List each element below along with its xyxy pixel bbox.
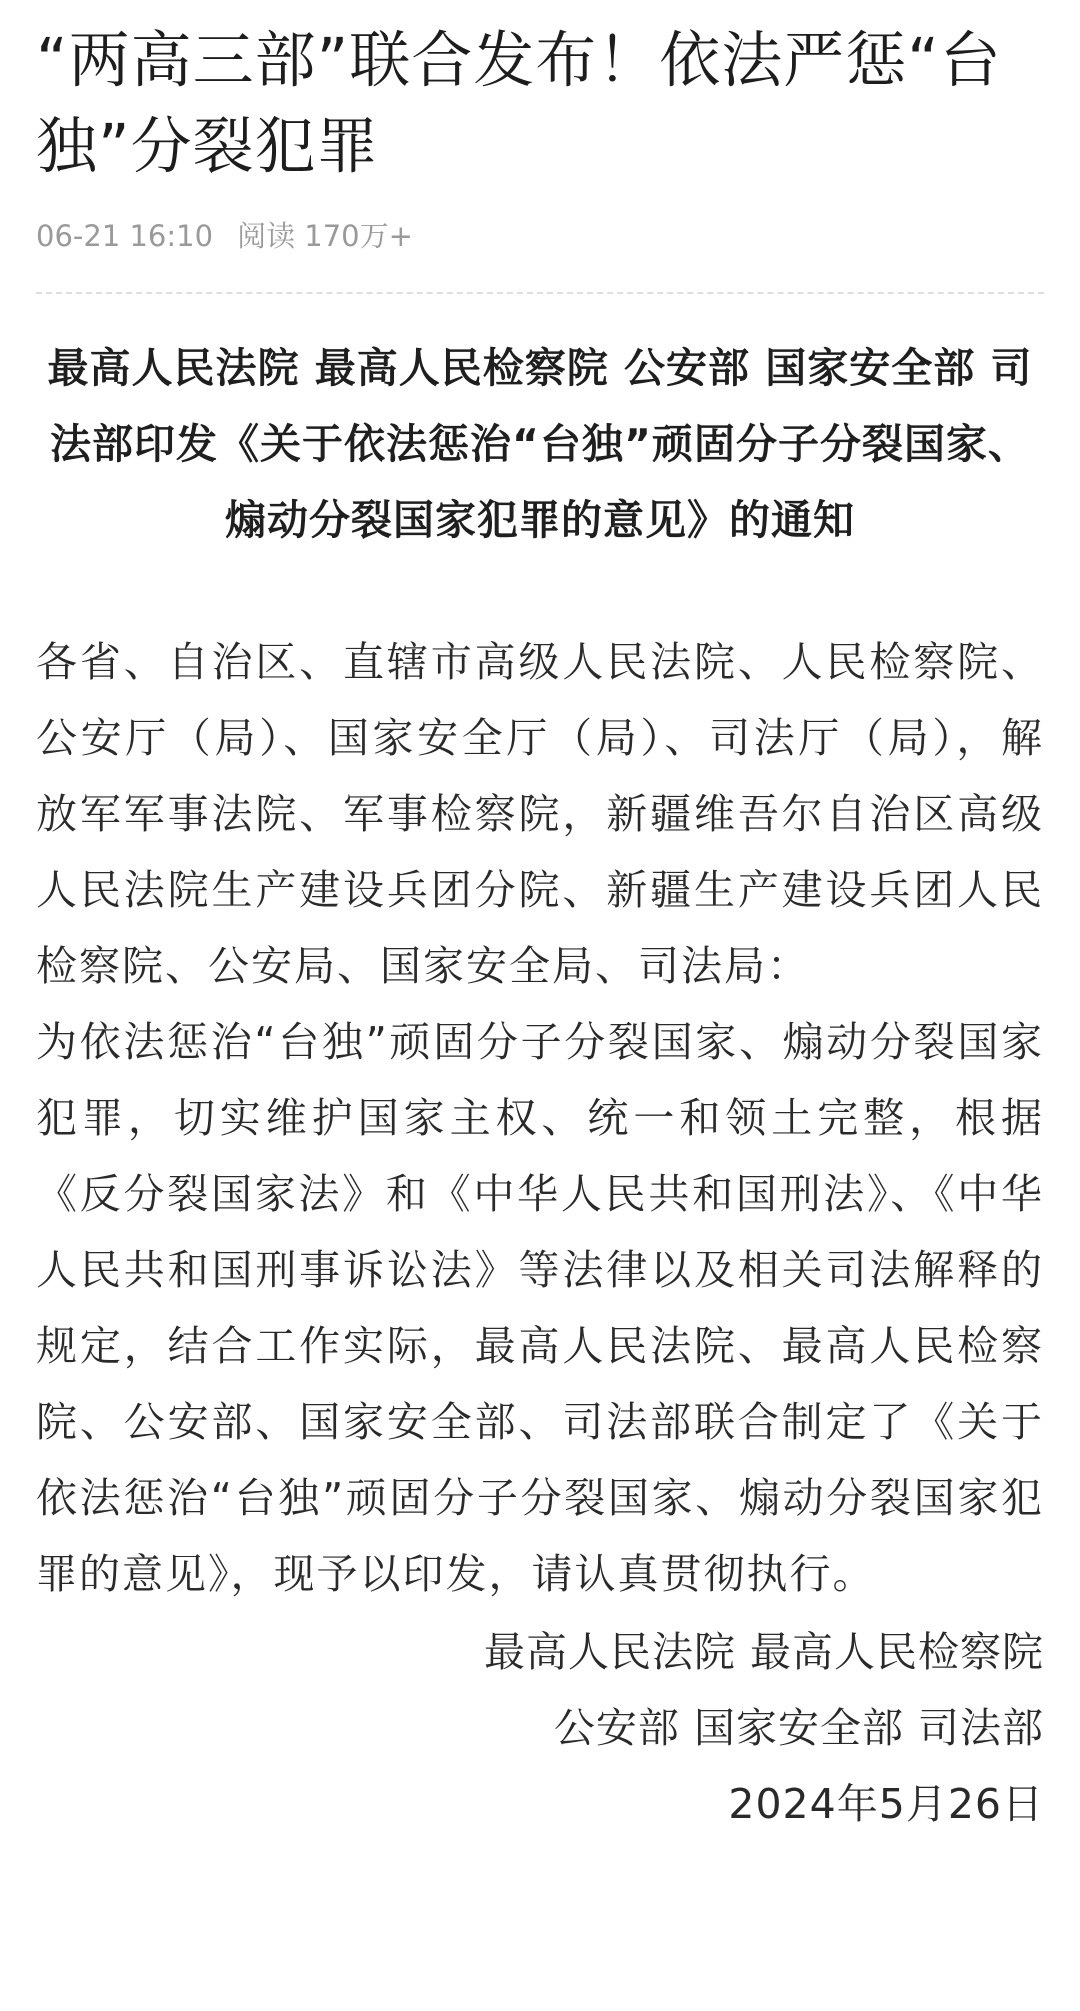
signature-line-1: 最高人民法院 最高人民检察院 (483, 1628, 1044, 1676)
signature-line-2: 公安部 国家安全部 司法部 (553, 1704, 1044, 1752)
document-title: 最高人民法院 最高人民检察院 公安部 国家安全部 司法部印发《关于依法惩治“台独”顽固分子分裂国家、煽动分裂国家犯罪的意见》的通知 (47, 344, 1033, 544)
document-salutation: 各省、自治区、直辖市高级人民法院、人民检察院、公安厅（局）、国家安全厅（局）、司法厅（局），解放军军事法院、军事检察院，新疆维吾尔自治区高级人民法院生产建设兵团分院、新疆生产建设兵团人民检察院、公安局、国家安全局、司法局： (36, 638, 1044, 990)
signature-date: 2024年5月26日 (728, 1780, 1044, 1828)
header-divider (36, 292, 1044, 294)
article-headline: “两高三部”联合发布！依法严惩“台独”分裂犯罪 (36, 25, 1002, 182)
publish-date: 06-21 16:10 (36, 219, 214, 253)
view-count: 阅读 170万+ (237, 219, 413, 253)
document-body (36, 624, 1044, 1612)
document-paragraph: 为依法惩治“台独”顽固分子分裂国家、煽动分裂国家犯罪，切实维护国家主权、统一和领土完整，根据《反分裂国家法》和《中华人民共和国刑法》、《中华人民共和国刑事诉讼法》等法律以及相关司法解释的规定，结合工作实际，最高人民法院、最高人民检察院、公安部、国家安全部、司法部联合制定了《关于依法惩治“台独”顽固分子分裂国家、煽动分裂国家犯罪的意见》，现予以印发，请认真贯彻执行。 (36, 1018, 1044, 1598)
document-signature (36, 1614, 1044, 1842)
article-meta (36, 216, 1044, 256)
